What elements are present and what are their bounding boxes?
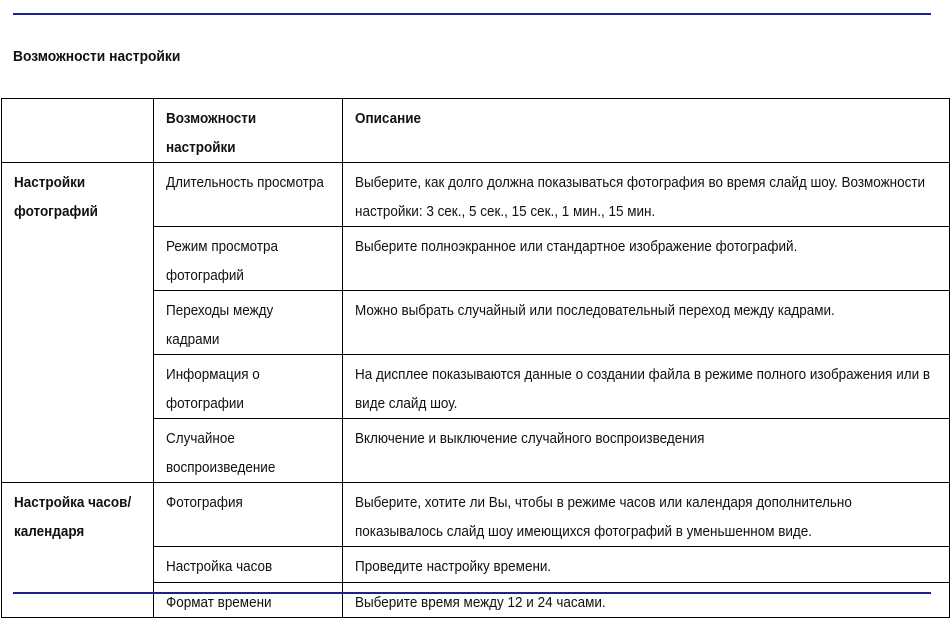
group-name-clock: Настройка часов/календаря (2, 483, 154, 618)
option-cell: Формат времени (154, 582, 343, 618)
description-cell: Выберите полноэкранное или стандартное изображение фотографий. (343, 227, 950, 291)
header-cell-description: Описание (343, 99, 950, 163)
settings-table (1, 98, 950, 618)
description-cell: Выберите, как долго должна показываться фотография во время слайд шоу. Возможности настройки: 3 сек., 5 сек., 15 сек., 1 мин., 15 мин. (343, 163, 950, 227)
description-cell: Включение и выключение случайного воспроизведения (343, 419, 950, 483)
option-cell: Настройка часов (154, 547, 343, 583)
option-cell: Информация о фотографии (154, 355, 343, 419)
option-cell: Фотография (154, 483, 343, 547)
bottom-rule (13, 592, 931, 594)
description-cell: Выберите, хотите ли Вы, чтобы в режиме часов или календаря дополнительно показывалось слайд шоу имеющихся фотографий в уменьшенном виде. (343, 483, 950, 547)
table-header-row (2, 99, 950, 163)
description-cell: Выберите время между 12 и 24 часами. (343, 582, 950, 618)
header-cell-empty (2, 99, 154, 163)
description-cell: Можно выбрать случайный или последовательный переход между кадрами. (343, 291, 950, 355)
option-cell: Переходы между кадрами (154, 291, 343, 355)
top-rule (13, 13, 931, 15)
option-cell: Режим просмотра фотографий (154, 227, 343, 291)
description-cell: На дисплее показываются данные о создании файла в режиме полного изображения или в виде слайд шоу. (343, 355, 950, 419)
table-row (2, 483, 950, 547)
table-row (2, 163, 950, 227)
section-title: Возможности настройки (13, 48, 181, 65)
option-cell: Случайное воспроизведение (154, 419, 343, 483)
option-cell: Длительность просмотра (154, 163, 343, 227)
description-cell: Проведите настройку времени. (343, 547, 950, 583)
header-cell-options: Возможности настройки (154, 99, 343, 163)
group-name-photos: Настройки фотографий (2, 163, 154, 483)
